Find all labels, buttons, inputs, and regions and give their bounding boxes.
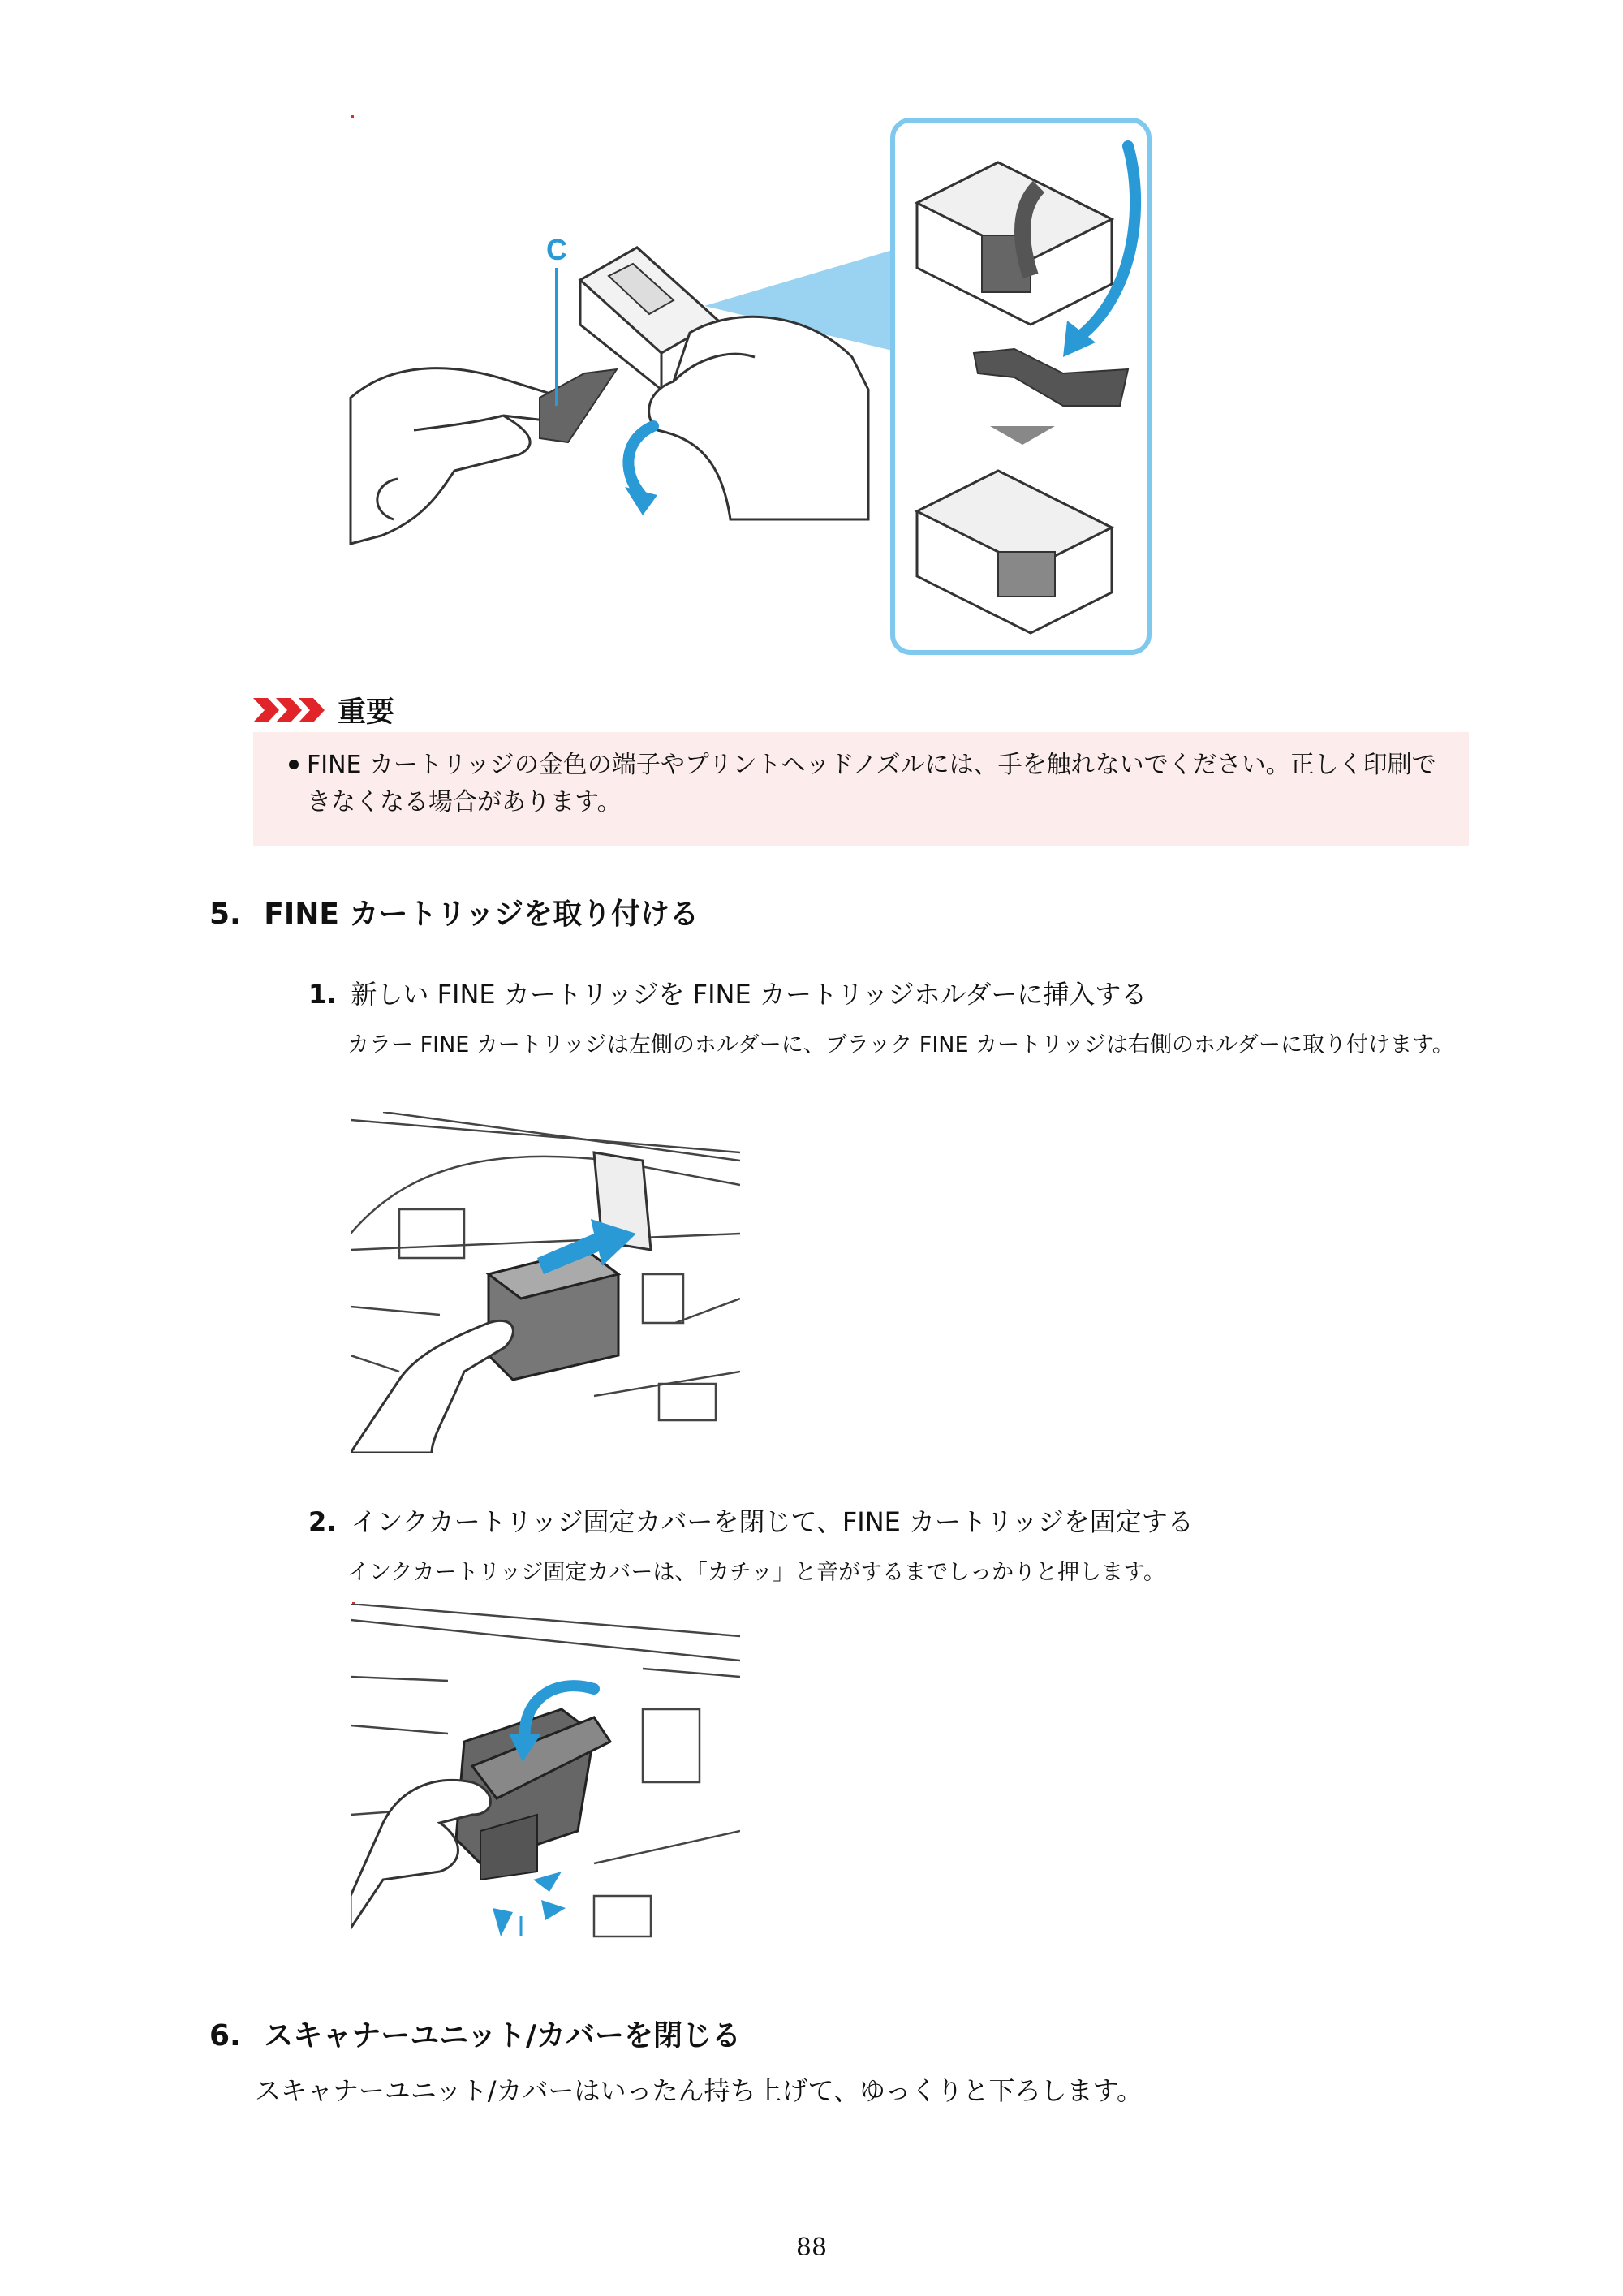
important-chevrons-icon xyxy=(253,698,326,722)
substep-number: 1. xyxy=(308,979,337,1010)
step-number: 5. xyxy=(209,898,241,931)
substep-1-description: カラー FINE カートリッジは左側のホルダーに、ブラック FINE カートリッジは右側のホルダーに取り付けます。 xyxy=(347,1032,1454,1058)
substep-title: 新しい FINE カートリッジを FINE カートリッジホルダーに挿入する xyxy=(351,979,1147,1010)
step-title: スキャナーユニット/カバーを閉じる xyxy=(264,2019,741,2053)
page-number: 88 xyxy=(795,2234,828,2262)
substep-2-description: インクカートリッジ固定カバーは、「カチッ」と音がするまでしっかりと押します。 xyxy=(347,1560,1165,1585)
substep-number: 2. xyxy=(308,1506,337,1537)
important-item: FINE カートリッジの金色の端子やプリントヘッドノズルには、手を触れないでください。正しく印刷できなくなる場合があります。 xyxy=(307,751,1436,816)
figure-insert-cartridge xyxy=(351,1112,740,1453)
step-6-heading xyxy=(209,2013,741,2054)
important-box xyxy=(253,732,1469,846)
important-header xyxy=(253,691,394,729)
step-title: FINE カートリッジを取り付ける xyxy=(264,898,700,931)
step-5-heading xyxy=(209,891,699,933)
substep-title: インクカートリッジ固定カバーを閉じて、FINE カートリッジを固定する xyxy=(351,1506,1194,1537)
figure-remove-tape xyxy=(349,114,1160,666)
substep-1-heading xyxy=(308,974,1147,1011)
substep-2-heading xyxy=(308,1501,1194,1539)
figure-close-cover xyxy=(351,1604,740,1945)
callout-c-label: C xyxy=(546,233,567,266)
step-6-description: スキャナーユニット/カバーはいったん持ち上げて、ゆっくりと下ろします。 xyxy=(255,2075,1143,2106)
important-title: 重要 xyxy=(338,696,395,729)
bullet-dot xyxy=(289,760,299,769)
step-number: 6. xyxy=(209,2019,241,2053)
